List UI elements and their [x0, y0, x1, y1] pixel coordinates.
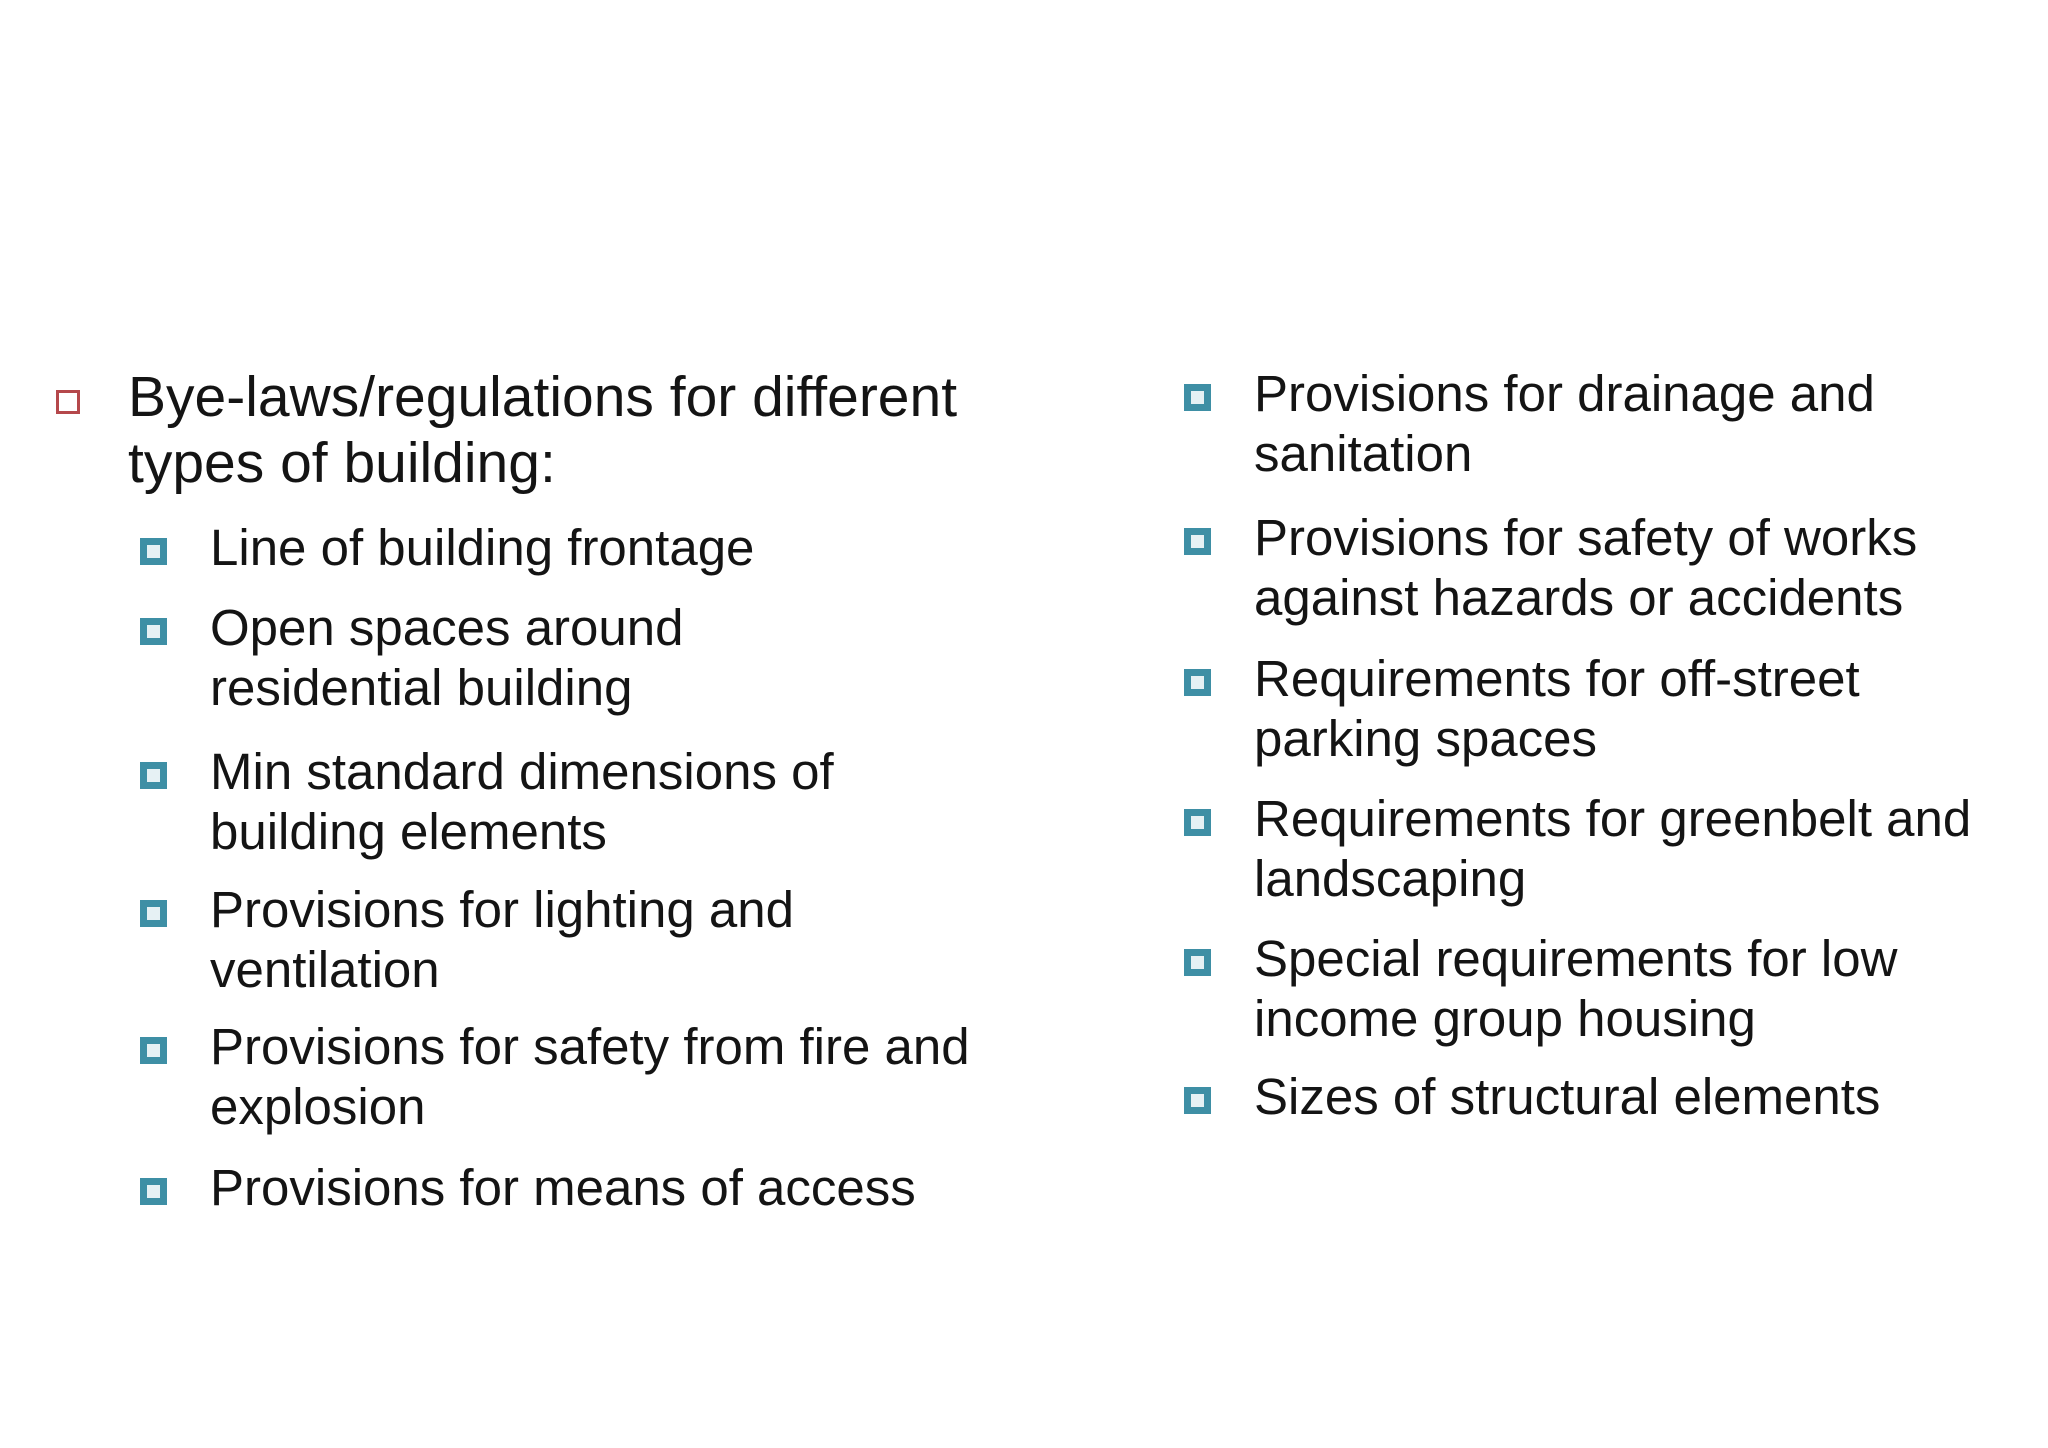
list-item-text: Line of building frontage: [210, 519, 755, 576]
square-bullet-icon: [140, 618, 167, 645]
list-item-text: Requirements for off-street parking spaces: [1254, 650, 1860, 767]
square-bullet-icon: [140, 900, 167, 927]
list-item-text: Provisions for safety of works against hazards or accidents: [1254, 509, 1918, 626]
list-item-text: Provisions for lighting and ventilation: [210, 881, 794, 998]
list-item-text: Provisions for drainage and sanitation: [1254, 365, 1875, 482]
square-bullet-icon: [140, 762, 167, 789]
list-item-text: Min standard dimensions of building elements: [210, 743, 834, 860]
square-bullet-icon: [1184, 949, 1211, 976]
main-bullet-text: Bye-laws/regulations for different types of building:: [128, 365, 958, 495]
square-bullet-icon: [140, 538, 167, 565]
square-bullet-icon: [1184, 1087, 1211, 1114]
square-bullet-icon: [1184, 528, 1211, 555]
square-bullet-icon: [1184, 384, 1211, 411]
list-item-text: Requirements for greenbelt and landscaping: [1254, 790, 1972, 907]
square-bullet-icon: [1184, 809, 1211, 836]
square-bullet-icon: [1184, 669, 1211, 696]
list-item-text: Special requirements for low income group housing: [1254, 930, 1898, 1047]
square-bullet-icon: [140, 1178, 167, 1205]
hollow-square-bullet-icon: [56, 390, 80, 414]
square-bullet-icon: [140, 1037, 167, 1064]
list-item-text: Provisions for safety from fire and explosion: [210, 1018, 970, 1135]
list-item-text: Provisions for means of access: [210, 1159, 916, 1216]
list-item-text: Open spaces around residential building: [210, 599, 684, 716]
list-item-text: Sizes of structural elements: [1254, 1068, 1881, 1125]
